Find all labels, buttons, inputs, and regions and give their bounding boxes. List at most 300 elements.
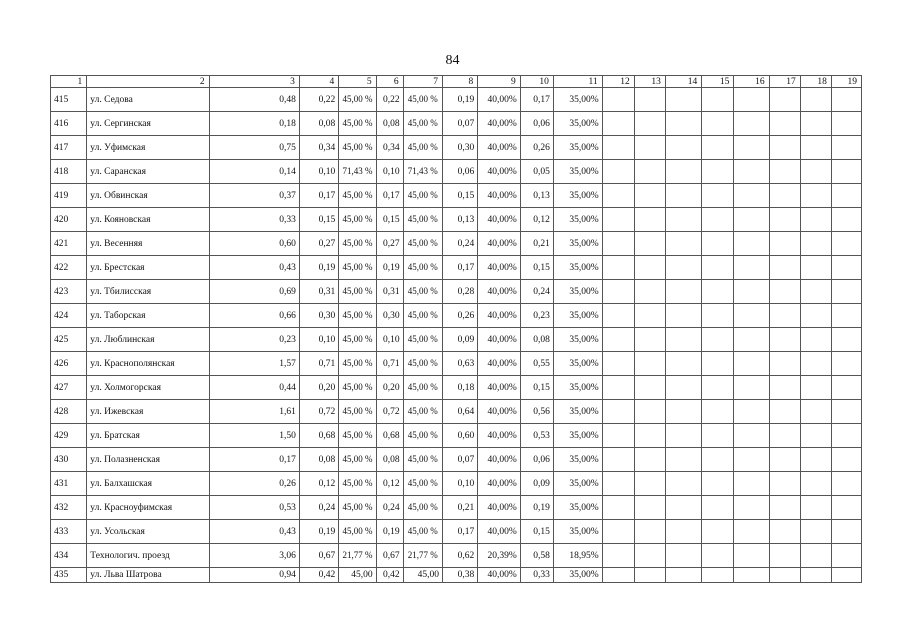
empty-cell [702,424,734,448]
table-cell: 0,19 [299,520,338,544]
table-cell: 0,20 [376,376,403,400]
empty-cell [702,160,734,184]
empty-cell [634,376,665,400]
page-number: 84 [445,53,460,68]
empty-cell [769,568,800,583]
table-cell: 0,26 [442,304,477,328]
empty-cell [634,184,665,208]
empty-cell [800,472,831,496]
table-cell: 45,00 % [403,472,442,496]
table-cell: 0,24 [520,280,553,304]
empty-cell [769,472,800,496]
table-cell: 0,58 [520,544,553,568]
table-cell: 0,64 [442,400,477,424]
empty-cell [665,544,701,568]
empty-cell [800,496,831,520]
table-cell: 424 [51,304,87,328]
table-cell: 1,57 [209,352,299,376]
empty-cell [634,544,665,568]
empty-cell [602,496,634,520]
table-cell: 35,00% [553,160,602,184]
empty-cell [634,424,665,448]
empty-cell [634,280,665,304]
table-cell: 45,00 % [403,136,442,160]
table-cell: 40,00% [478,136,521,160]
table-cell: 417 [51,136,87,160]
empty-cell [831,88,861,112]
column-header: 15 [702,76,734,88]
empty-cell [702,376,734,400]
table-row [51,448,862,472]
empty-cell [702,208,734,232]
table-cell: 416 [51,112,87,136]
empty-cell [800,448,831,472]
table-cell: 0,19 [442,88,477,112]
table-cell: 0,06 [520,112,553,136]
empty-cell [831,304,861,328]
table-cell: 18,95% [553,544,602,568]
table-cell: 0,44 [209,376,299,400]
table-cell: ул. Ижевская [87,400,209,424]
table-cell: 40,00% [478,184,521,208]
empty-cell [800,136,831,160]
empty-cell [602,352,634,376]
empty-cell [831,520,861,544]
empty-cell [634,304,665,328]
empty-cell [602,424,634,448]
empty-cell [769,400,800,424]
table-cell: 45,00 % [339,376,376,400]
table-row [51,544,862,568]
table-cell: 45,00 % [403,328,442,352]
empty-cell [769,520,800,544]
table-cell: 45,00 % [339,184,376,208]
table-cell: 0,21 [520,232,553,256]
table-cell: 40,00% [478,424,521,448]
table-row [51,184,862,208]
table-cell: 0,75 [209,136,299,160]
table-cell: ул. Усольская [87,520,209,544]
table-cell: 35,00% [553,568,602,583]
empty-cell [602,448,634,472]
data-table [50,75,862,583]
table-cell: 0,06 [442,160,477,184]
empty-cell [734,304,769,328]
empty-cell [702,304,734,328]
empty-cell [665,208,701,232]
empty-cell [831,424,861,448]
empty-cell [702,520,734,544]
table-cell: 0,33 [209,208,299,232]
table-cell: 0,10 [376,328,403,352]
table-cell: 430 [51,448,87,472]
table-cell: 0,27 [299,232,338,256]
table-cell: 421 [51,232,87,256]
table-cell: 35,00% [553,280,602,304]
table-cell: 0,33 [520,568,553,583]
empty-cell [831,352,861,376]
table-cell: 0,53 [520,424,553,448]
column-header: 6 [376,76,403,88]
table-cell: 45,00 % [403,352,442,376]
column-header: 2 [87,76,209,88]
empty-cell [734,232,769,256]
empty-cell [634,136,665,160]
table-cell: 0,62 [442,544,477,568]
table-cell: 0,30 [442,136,477,160]
empty-cell [734,208,769,232]
table-cell: 45,00 % [403,184,442,208]
table-cell: 0,68 [376,424,403,448]
table-cell: 45,00 % [403,256,442,280]
table-cell: 0,08 [376,112,403,136]
table-cell: 0,17 [442,256,477,280]
table-cell: 0,24 [299,496,338,520]
empty-cell [702,400,734,424]
table-cell: ул. Кояновская [87,208,209,232]
table-cell: 431 [51,472,87,496]
table-cell: 0,42 [299,568,338,583]
empty-cell [831,112,861,136]
table-cell: 0,24 [376,496,403,520]
table-cell: 422 [51,256,87,280]
table-cell: 20,39% [478,544,521,568]
table-row [51,112,862,136]
table-cell: 45,00 % [339,472,376,496]
empty-cell [602,88,634,112]
table-cell: ул. Седова [87,88,209,112]
empty-cell [634,400,665,424]
table-cell: 40,00% [478,400,521,424]
table-cell: 0,17 [209,448,299,472]
table-cell: 0,26 [209,472,299,496]
table-cell: 40,00% [478,520,521,544]
empty-cell [665,352,701,376]
table-cell: 0,12 [376,472,403,496]
column-header: 16 [734,76,769,88]
table-cell: 0,13 [442,208,477,232]
column-header: 11 [553,76,602,88]
table-cell: 35,00% [553,232,602,256]
table-cell: 0,37 [209,184,299,208]
column-header: 19 [831,76,861,88]
table-cell: ул. Уфимская [87,136,209,160]
table-cell: 35,00% [553,424,602,448]
empty-cell [831,544,861,568]
column-header: 4 [299,76,338,88]
empty-cell [769,328,800,352]
empty-cell [665,472,701,496]
column-header: 1 [51,76,87,88]
empty-cell [800,304,831,328]
table-cell: 418 [51,160,87,184]
empty-cell [769,184,800,208]
table-row [51,88,862,112]
empty-cell [702,568,734,583]
table-cell: 45,00 % [339,496,376,520]
empty-cell [702,256,734,280]
empty-cell [602,376,634,400]
empty-cell [800,208,831,232]
empty-cell [831,280,861,304]
table-cell: 0,18 [442,376,477,400]
table-row [51,496,862,520]
empty-cell [769,112,800,136]
table-cell: 0,08 [299,112,338,136]
table-cell: 45,00 % [403,520,442,544]
table-cell: ул. Братская [87,424,209,448]
empty-cell [634,568,665,583]
table-cell: 35,00% [553,328,602,352]
empty-cell [734,184,769,208]
empty-cell [702,136,734,160]
table-cell: ул. Полазненская [87,448,209,472]
table-row [51,208,862,232]
table-cell: 0,30 [299,304,338,328]
table-cell: 0,38 [442,568,477,583]
table-cell: 0,13 [520,184,553,208]
empty-cell [634,160,665,184]
table-cell: 40,00% [478,472,521,496]
table-cell: 21,77 % [339,544,376,568]
table-cell: 40,00% [478,352,521,376]
table-cell: 45,00 % [339,112,376,136]
empty-cell [634,448,665,472]
table-cell: 427 [51,376,87,400]
empty-cell [769,280,800,304]
table-cell: 40,00% [478,376,521,400]
table-cell: 0,15 [520,376,553,400]
table-cell: 0,55 [520,352,553,376]
empty-cell [602,112,634,136]
table-cell: 0,08 [299,448,338,472]
empty-cell [634,352,665,376]
empty-cell [831,184,861,208]
table-cell: 420 [51,208,87,232]
empty-cell [769,232,800,256]
table-cell: 0,22 [299,88,338,112]
empty-cell [800,568,831,583]
empty-cell [602,136,634,160]
empty-cell [734,160,769,184]
table-cell: 45,00 % [403,376,442,400]
table-cell: 35,00% [553,472,602,496]
empty-cell [831,232,861,256]
table-cell: 0,43 [209,256,299,280]
empty-cell [800,184,831,208]
column-header: 10 [520,76,553,88]
table-cell: ул. Брестская [87,256,209,280]
table-cell: 0,07 [442,112,477,136]
empty-cell [734,400,769,424]
empty-cell [602,304,634,328]
table-cell: 429 [51,424,87,448]
empty-cell [800,280,831,304]
table-cell: 0,72 [376,400,403,424]
empty-cell [602,280,634,304]
table-row [51,256,862,280]
table-cell: 434 [51,544,87,568]
empty-cell [769,376,800,400]
table-cell: ул. Саранская [87,160,209,184]
column-header: 5 [339,76,376,88]
table-cell: 35,00% [553,496,602,520]
table-cell: 0,23 [209,328,299,352]
table-row [51,232,862,256]
table-cell: 1,61 [209,400,299,424]
table-cell: 0,10 [299,328,338,352]
empty-cell [831,496,861,520]
table-cell: 45,00 % [339,328,376,352]
table-cell: 0,08 [520,328,553,352]
table-row [51,136,862,160]
table-cell: Технологич. проезд [87,544,209,568]
empty-cell [800,400,831,424]
table-cell: 0,72 [299,400,338,424]
table-cell: 0,05 [520,160,553,184]
empty-cell [665,112,701,136]
table-cell: 0,66 [209,304,299,328]
empty-cell [634,472,665,496]
table-cell: 0,17 [442,520,477,544]
empty-cell [769,424,800,448]
empty-cell [665,448,701,472]
table-row [51,328,862,352]
table-cell: 425 [51,328,87,352]
empty-cell [665,256,701,280]
table-cell: 45,00 % [339,448,376,472]
table-cell: 0,26 [520,136,553,160]
table-cell: 0,12 [520,208,553,232]
table-cell: ул. Сергинская [87,112,209,136]
table-cell: 0,08 [376,448,403,472]
table-cell: 40,00% [478,304,521,328]
table-cell: 45,00 % [339,400,376,424]
column-header: 3 [209,76,299,88]
table-cell: 0,68 [299,424,338,448]
table-cell: 0,07 [442,448,477,472]
table-cell: 35,00% [553,256,602,280]
table-cell: ул. Люблинская [87,328,209,352]
table-cell: 45,00 % [339,256,376,280]
table-cell: 0,23 [520,304,553,328]
empty-cell [800,352,831,376]
column-header: 13 [634,76,665,88]
empty-cell [734,472,769,496]
table-cell: 426 [51,352,87,376]
table-cell: 40,00% [478,112,521,136]
empty-cell [634,328,665,352]
table-cell: 45,00 % [403,232,442,256]
empty-cell [665,160,701,184]
table-cell: 45,00 % [403,112,442,136]
table-cell: 40,00% [478,328,521,352]
table-cell: 0,10 [442,472,477,496]
table-cell: 40,00% [478,496,521,520]
table-cell: 71,43 % [339,160,376,184]
empty-cell [831,448,861,472]
table-row [51,472,862,496]
table-cell: 45,00 % [403,88,442,112]
table-cell: 0,69 [209,280,299,304]
empty-cell [665,88,701,112]
empty-cell [734,352,769,376]
empty-cell [734,544,769,568]
empty-cell [602,520,634,544]
empty-cell [665,304,701,328]
table-cell: 45,00 % [339,280,376,304]
empty-cell [665,520,701,544]
table-cell: ул. Обвинская [87,184,209,208]
table-row [51,424,862,448]
table-cell: 0,21 [442,496,477,520]
empty-cell [602,160,634,184]
empty-cell [734,568,769,583]
empty-cell [634,88,665,112]
table-cell: 0,19 [376,256,403,280]
empty-cell [831,568,861,583]
empty-cell [831,400,861,424]
empty-cell [734,256,769,280]
table-cell: 45,00 % [339,520,376,544]
empty-cell [634,256,665,280]
empty-cell [634,208,665,232]
empty-cell [800,112,831,136]
empty-cell [702,496,734,520]
empty-cell [665,424,701,448]
empty-cell [831,136,861,160]
table-cell: 432 [51,496,87,520]
table-cell: 0,09 [442,328,477,352]
empty-cell [831,376,861,400]
empty-cell [602,184,634,208]
table-cell: 0,43 [209,520,299,544]
table-cell: 35,00% [553,448,602,472]
table-cell: 0,19 [299,256,338,280]
table-cell: 35,00% [553,184,602,208]
table-cell: 0,67 [299,544,338,568]
table-cell: 45,00 % [403,448,442,472]
table-row [51,376,862,400]
empty-cell [734,424,769,448]
empty-cell [800,544,831,568]
empty-cell [634,112,665,136]
table-cell: 428 [51,400,87,424]
table-cell: ул. Льва Шатрова [87,568,209,583]
table-row [51,160,862,184]
empty-cell [800,256,831,280]
empty-cell [665,496,701,520]
empty-cell [665,400,701,424]
empty-cell [831,208,861,232]
table-cell: 45,00 % [403,280,442,304]
empty-cell [702,112,734,136]
table-cell: 0,63 [442,352,477,376]
table-cell: 419 [51,184,87,208]
column-header: 14 [665,76,701,88]
empty-cell [800,520,831,544]
table-cell: 0,48 [209,88,299,112]
table-cell: ул. Холмогорская [87,376,209,400]
table-cell: 0,60 [442,424,477,448]
table-cell: 0,20 [299,376,338,400]
column-header: 7 [403,76,442,88]
empty-cell [602,328,634,352]
empty-cell [769,160,800,184]
table-cell: 0,15 [299,208,338,232]
table-row [51,304,862,328]
table-cell: 35,00% [553,136,602,160]
